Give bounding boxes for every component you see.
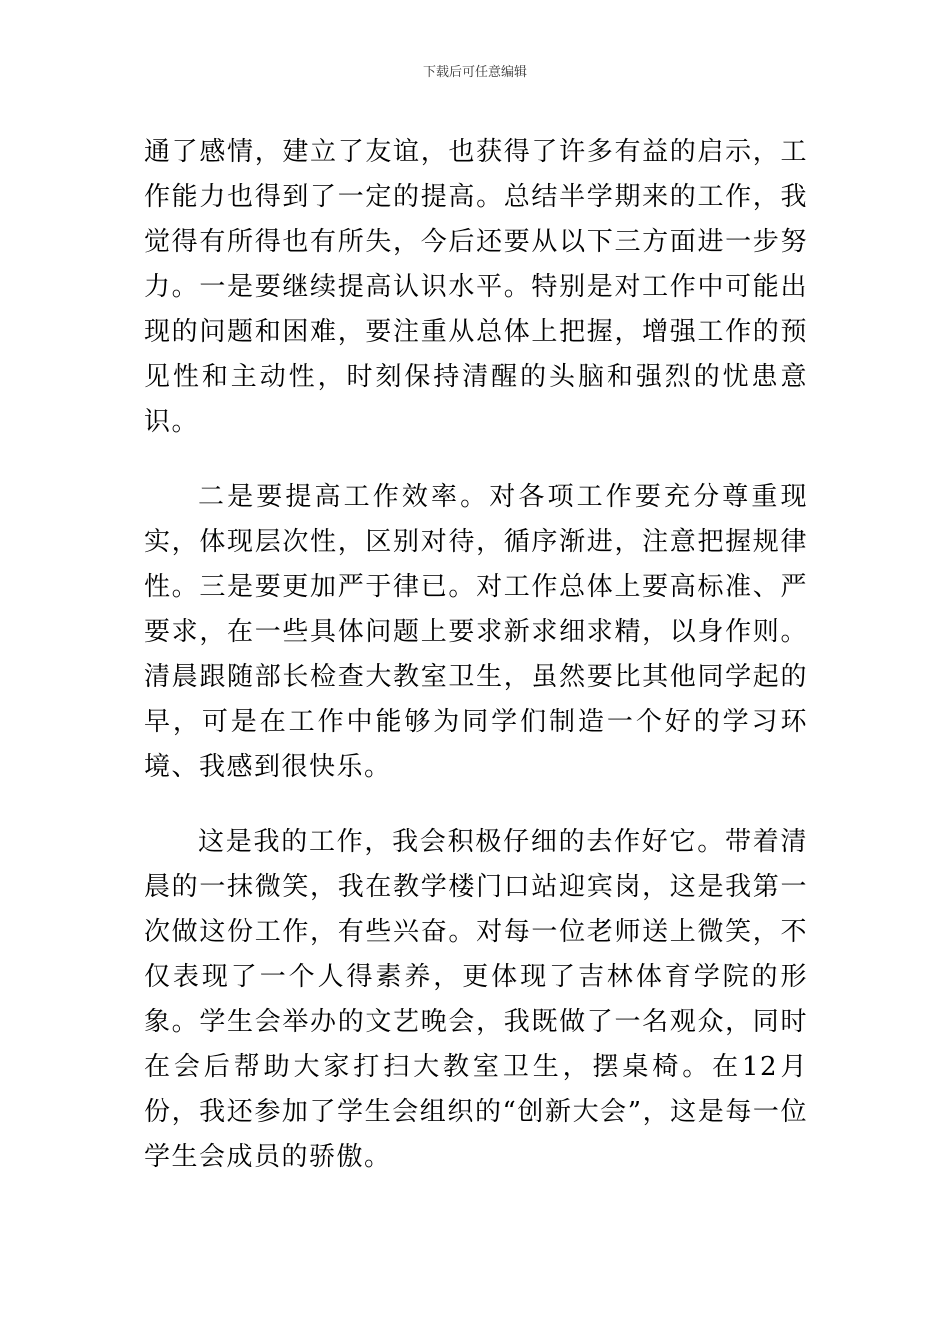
paragraph-1: 通了感情，建立了友谊，也获得了许多有益的启示，工作能力也得到了一定的提高。总结半学期来的工作，我觉得有所得也有所失，今后还要从以下三方面进一步努力。一是要继续提高认识水平。特别是对工作中可能出现的问题和困难，要注重从总体上把握，增强工作的预见性和主动性，时刻保持清醒的头脑和强烈的忧患意识。 — [144, 137, 808, 437]
paragraph-2: 二是要提高工作效率。对各项工作要充分尊重现实，体现层次性，区别对待，循序渐进，注意把握规律性。三是要更加严于律已。对工作总体上要高标准、严要求，在一些具体问题上要求新求细求精，以身作则。清晨跟随部长检查大教室卫生，虽然要比其他同学起的早，可是在工作中能够为同学们制造一个好的学习环境、我感到很快乐。 — [144, 482, 808, 782]
page-header: 下载后可任意编辑 — [422, 65, 527, 80]
paragraph-3: 这是我的工作，我会积极仔细的去作好它。带着清晨的一抹微笑，我在教学楼门口站迎宾岗，这是我第一次做这份工作，有些兴奋。对每一位老师送上微笑，不仅表现了一个人得素养，更体现了吉林体育学院的形象。学生会举办的文艺晚会，我既做了一名观众，同时在会后帮助大家打扫大教室卫生，摆桌椅。在12月份，我还参加了学生会组织的“创新大会”，这是每一位学生会成员的骄傲。 — [144, 827, 808, 1172]
